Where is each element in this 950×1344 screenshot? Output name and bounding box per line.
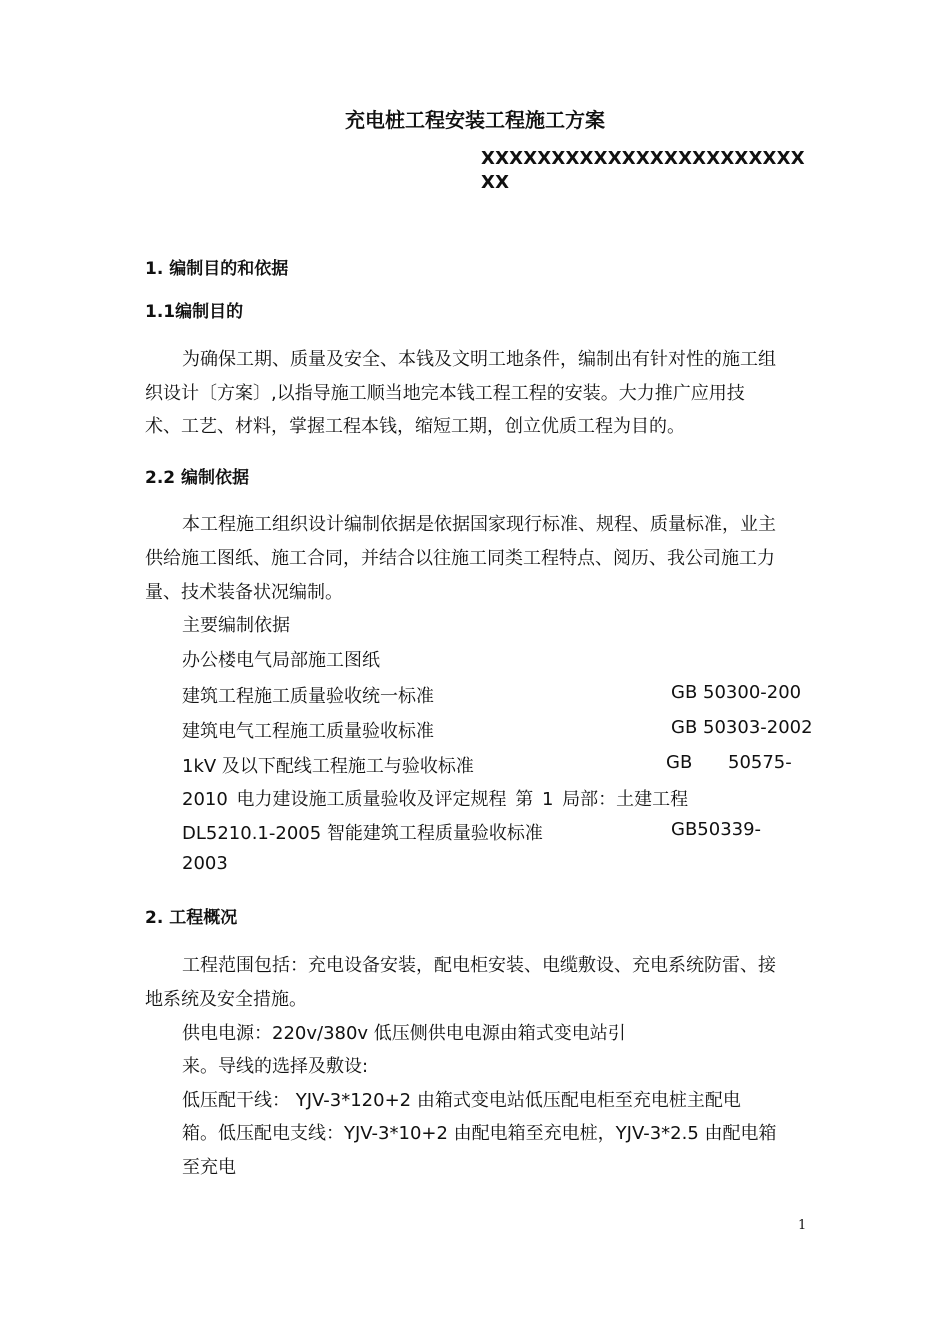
power-paragraph-line: 至充电 — [182, 1157, 236, 1178]
section2-2-heading: 2.2 编制依据 — [145, 468, 250, 488]
standard-name: 建筑电气工程施工质量验收标准 — [182, 721, 434, 742]
overview-paragraph-line: 工程范围包括：充电设备安装，配电柜安装、电缆敷设、充电系统防雷、接 — [182, 955, 776, 976]
basis-paragraph-line: 量、技术装备状况编制。 — [145, 582, 343, 603]
overview-paragraph-line: 地系统及安全措施。 — [145, 989, 307, 1010]
standard-code: GB 50303-2002 — [671, 717, 813, 738]
power-paragraph-line: 来。导线的选择及敷设: — [182, 1056, 369, 1077]
standard-wrapped-line: 2010 电力建设施工质量验收及评定规程 第 1 局部：土建工程 — [182, 789, 689, 810]
standard-name: 建筑工程施工质量验收统一标准 — [182, 686, 434, 707]
company-name-line2: XX — [481, 172, 510, 193]
standard-code: GB 50300-200 — [671, 682, 802, 703]
standard-wrapped-line: DL5210.1-2005 智能建筑工程质量验收标准 — [182, 823, 543, 844]
section1-heading: 1. 编制目的和依据 — [145, 259, 289, 279]
power-paragraph-line: 供电电源：220v/380v 低压侧供电电源由箱式变电站引 — [182, 1023, 626, 1044]
basis-paragraph-line: 供给施工图纸、施工合同，并结合以往施工同类工程特点、阅历、我公司施工力 — [145, 548, 775, 569]
drawings-item: 办公楼电气局部施工图纸 — [182, 650, 380, 671]
standard-gb-prefix: GB — [666, 752, 693, 773]
basis-paragraph-line: 本工程施工组织设计编制依据是依据国家现行标准、规程、质量标准，业主 — [182, 514, 776, 535]
power-paragraph-line: 箱。低压配电支线：YJV-3*10+2 由配电箱至充电桩，YJV-3*2.5 由配电箱 — [182, 1123, 777, 1144]
standard-code: GB50339- — [671, 819, 762, 840]
section1-1-heading: 1.1编制目的 — [145, 302, 244, 322]
main-basis-label: 主要编制依据 — [182, 615, 290, 636]
standard-wrapped-line: 2003 — [182, 853, 228, 874]
standard-code: 50575- — [728, 752, 792, 773]
company-name-line1: XXXXXXXXXXXXXXXXXXXXXXX — [481, 148, 805, 169]
purpose-paragraph-line: 术、工艺、材料，掌握工程本钱，缩短工期，创立优质工程为目的。 — [145, 416, 685, 437]
standard-wrapped-line: 1kV 及以下配线工程施工与验收标准 — [182, 756, 474, 777]
section2-heading: 2. 工程概况 — [145, 908, 238, 928]
purpose-paragraph-line: 织设计〔方案〕,以指导施工顺当地完本钱工程工程的安装。大力推广应用技 — [145, 383, 745, 404]
document-title: 充电桩工程安装工程施工方案 — [345, 108, 605, 132]
purpose-paragraph-line: 为确保工期、质量及安全、本钱及文明工地条件，编制出有针对性的施工组 — [182, 349, 776, 370]
page-number: 1 — [798, 1218, 807, 1233]
power-paragraph-line: 低压配干线： YJV-3*120+2 由箱式变电站低压配电柜至充电桩主配电 — [182, 1090, 741, 1111]
